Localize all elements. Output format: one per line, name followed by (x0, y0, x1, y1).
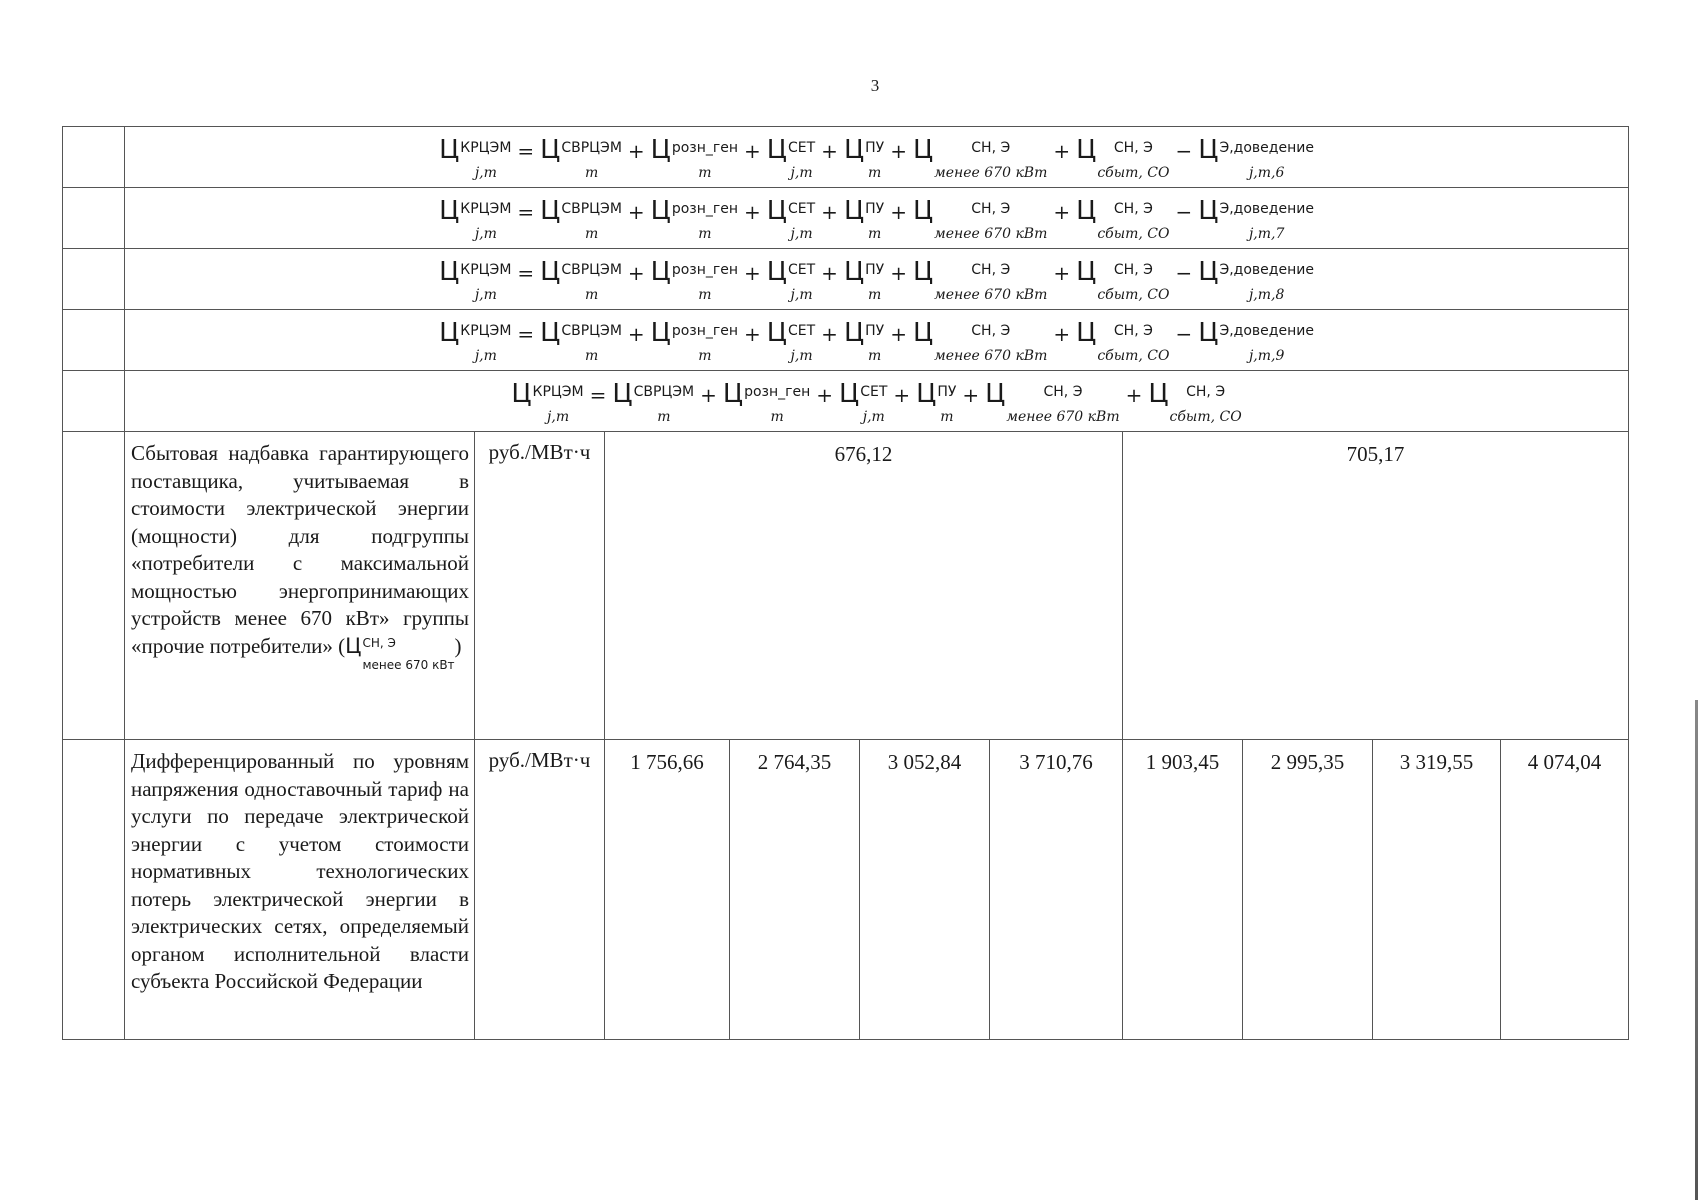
formula-superscript: розн_ген (744, 384, 811, 401)
formula-subscript: m (584, 348, 599, 364)
formula-superscript: Э,доведение (1219, 201, 1314, 218)
formula-term (540, 257, 622, 303)
formula (439, 196, 1314, 242)
formula-operator: + (627, 200, 645, 225)
formula-superscript: СН, Э (971, 140, 1011, 157)
formula-operator: + (627, 261, 645, 286)
formula-symbol: Ц (1198, 196, 1219, 227)
formula-subscript: j,m (790, 226, 813, 242)
tariff-value: 2 995,35 (1243, 740, 1373, 1040)
formula-superscript: ПУ (865, 201, 885, 218)
formula-cell (125, 249, 1629, 310)
formula-term (766, 318, 816, 364)
formula-subscript: j,m (790, 287, 813, 303)
tariff-value: 1 756,66 (605, 740, 730, 1040)
formula-subscript: j,m,6 (1248, 165, 1285, 181)
formula-symbol: Ц (985, 379, 1006, 410)
formula-subscript: j,m (474, 287, 497, 303)
formula-symbol: Ц (843, 318, 865, 349)
formula-symbol: Ц (1198, 135, 1219, 166)
formula-symbol: Ц (540, 257, 561, 288)
markup-row (63, 432, 1629, 740)
tariff-value: 4 074,04 (1501, 740, 1629, 1040)
formula-superscript: ПУ (865, 140, 885, 157)
formula-subscript: m (940, 409, 954, 425)
tariff-value: 3 319,55 (1373, 740, 1501, 1040)
markup-unit: руб./МВт·ч (475, 432, 605, 740)
formula-operator: + (1053, 261, 1071, 286)
formula-superscript: розн_ген (671, 140, 739, 157)
formula-row (63, 188, 1629, 249)
formula-symbol: Ц (540, 135, 561, 166)
formula-operator: + (890, 322, 907, 347)
formula-superscript: ПУ (865, 323, 885, 340)
formula-operator: + (627, 139, 645, 164)
formula-subscript: m (868, 348, 882, 364)
formula-subscript: менее 670 кВт (934, 287, 1048, 303)
formula-operator: − (1175, 139, 1193, 164)
formula-term (439, 196, 512, 242)
formula-term (511, 379, 584, 425)
formula-symbol: Ц (1076, 257, 1097, 288)
page-number: 3 (870, 76, 880, 95)
formula-operator: + (962, 383, 980, 408)
formula-term (439, 135, 512, 181)
formula-term (540, 196, 622, 242)
formula-symbol: Ц (916, 379, 937, 410)
formula-symbol: Ц (722, 379, 744, 410)
formula-operator: + (700, 383, 717, 408)
formula-symbol: Ц (650, 257, 671, 288)
row-stub (63, 432, 125, 740)
formula-superscript: Э,доведение (1219, 140, 1314, 157)
formula-superscript: СЕТ (860, 384, 888, 401)
formula-superscript: розн_ген (671, 262, 739, 279)
formula-superscript: СВРЦЭМ (561, 323, 622, 340)
formula-symbol: Ц (650, 196, 671, 227)
formula-subscript: m (868, 165, 882, 181)
formula-symbol: Ц (1198, 318, 1219, 349)
formula-term (650, 135, 739, 181)
formula-symbol: Ц (766, 196, 787, 227)
formula-superscript: СН, Э (1043, 384, 1083, 401)
formula-operator: + (821, 261, 838, 286)
formula-operator: + (890, 139, 907, 164)
formula-term (1198, 196, 1314, 242)
formula-subscript: j,m,8 (1248, 287, 1285, 303)
formula-operator: + (744, 139, 761, 164)
formula-superscript: розн_ген (671, 323, 739, 340)
formula-superscript: Э,доведение (1219, 262, 1314, 279)
markup-value-period-1: 676,12 (605, 432, 1123, 740)
formula-term (839, 379, 888, 425)
formula-superscript: СН, Э (971, 323, 1011, 340)
formula-subscript: m (770, 409, 784, 425)
tariff-value: 3 052,84 (860, 740, 990, 1040)
formula-subscript: j,m,7 (1248, 226, 1285, 242)
formula-term (766, 257, 816, 303)
formula-term (912, 135, 1048, 181)
row-stub (63, 249, 125, 310)
formula-symbol: Ц (540, 196, 561, 227)
row-stub (63, 310, 125, 371)
formula-subscript: сбыт, СО (1097, 226, 1170, 242)
formula-subscript: m (698, 165, 712, 181)
formula-row (63, 249, 1629, 310)
formula-term (843, 257, 885, 303)
formula-superscript: СВРЦЭМ (633, 384, 695, 401)
formula-term (912, 318, 1048, 364)
formula-subscript: менее 670 кВт (934, 348, 1048, 364)
formula-row (63, 310, 1629, 371)
formula-term (843, 318, 885, 364)
formula-cell (125, 310, 1629, 371)
formula-symbol: Ц (511, 379, 532, 410)
formula-symbol: Ц (766, 135, 787, 166)
formula-superscript: КРЦЭМ (460, 140, 512, 157)
markup-description (125, 432, 475, 740)
formula-superscript: СН, Э (971, 201, 1011, 218)
tariff-value: 3 710,76 (990, 740, 1123, 1040)
formula (439, 257, 1314, 303)
formula-term (439, 257, 512, 303)
row-stub (63, 188, 125, 249)
formula-row (63, 127, 1629, 188)
formula (439, 135, 1314, 181)
formula-operator: + (1053, 139, 1071, 164)
formula-subscript: j,m (474, 165, 497, 181)
formula-subscript: m (868, 287, 882, 303)
formula-symbol: Ц (650, 135, 671, 166)
formula-subscript: сбыт, СО (1097, 287, 1170, 303)
formula-term (1198, 318, 1314, 364)
formula-symbol: Ц (912, 196, 934, 227)
data-rows (63, 432, 1629, 1040)
formula-superscript: КРЦЭМ (532, 384, 584, 401)
formula-term (766, 135, 816, 181)
formula-subscript: m (698, 348, 712, 364)
formula-operator: + (890, 200, 907, 225)
formula-symbol: Ц (612, 379, 633, 410)
formula-operator: + (893, 383, 911, 408)
markup-description-end: ) (454, 633, 462, 658)
formula-superscript: СН, Э (1186, 384, 1226, 401)
formula-symbol: Ц (843, 257, 865, 288)
tariff-description: Дифференцированный по уровням напряжения одноставочный тариф на услуги по передаче электрической энергии с учетом стоимости нормативных технологических потерь электрической энергии в электрических сетях, определяемый органом исполнительной власти субъекта Российской Федерации (125, 740, 475, 1040)
formula-superscript: СН, Э (1113, 201, 1153, 218)
formula-operator: + (1053, 200, 1071, 225)
formula-cell (125, 188, 1629, 249)
formula-superscript: КРЦЭМ (460, 262, 512, 279)
formula-subscript: m (584, 226, 599, 242)
formula-term (1148, 379, 1242, 425)
formula-operator: + (1125, 383, 1143, 408)
tariff-table (62, 126, 1629, 1040)
formula-subscript: менее 670 кВт (362, 658, 455, 673)
formula-subscript: m (657, 409, 671, 425)
formula-subscript: j,m (474, 348, 497, 364)
formula-superscript: розн_ген (671, 201, 739, 218)
formula-subscript: m (584, 165, 599, 181)
formula-superscript: СЕТ (787, 201, 816, 218)
formula-symbol: Ц (650, 318, 671, 349)
formula-subscript: менее 670 кВт (934, 165, 1048, 181)
formula-superscript: ПУ (937, 384, 957, 401)
formula-superscript: СН, Э (971, 262, 1011, 279)
markup-inline-formula (345, 633, 455, 673)
formula-term (1076, 135, 1170, 181)
formula-superscript: СЕТ (787, 262, 816, 279)
formula-subscript: j,m (790, 348, 813, 364)
formula-operator: = (517, 322, 535, 347)
markup-description-text: Сбытовая надбавка гарантирующего поставщика, учитываемая в стоимости электрической энергии (мощности) для подгруппы «потребители с максимальной мощностью энергопринимающих устройств менее 670 кВт» группы «прочие потребители» ( (131, 441, 469, 658)
formula-superscript: СЕТ (787, 140, 816, 157)
formula-subscript: сбыт, СО (1097, 348, 1170, 364)
formula-subscript: менее 670 кВт (1006, 409, 1120, 425)
formula-cell (125, 127, 1629, 188)
formula-symbol: Ц (1076, 318, 1097, 349)
formula-subscript: m (698, 226, 712, 242)
formula-term (912, 196, 1048, 242)
formula-symbol: Ц (439, 257, 460, 288)
formula-subscript: j,m (474, 226, 497, 242)
formula-symbol: Ц (1198, 257, 1219, 288)
formula-superscript: СВРЦЭМ (561, 201, 622, 218)
formula-operator: + (744, 322, 761, 347)
formula-term (1076, 196, 1170, 242)
formula-term (985, 379, 1120, 425)
formula-subscript: менее 670 кВт (934, 226, 1048, 242)
formula-symbol: Ц (439, 318, 460, 349)
formula-superscript: СН, Э (1113, 262, 1153, 279)
formula-operator: = (517, 139, 535, 164)
formula-superscript: КРЦЭМ (460, 323, 512, 340)
formula-symbol: Ц (766, 257, 787, 288)
formula-superscript: СВРЦЭМ (561, 262, 622, 279)
formula-subscript: j,m (862, 409, 885, 425)
formula-operator: = (517, 200, 535, 225)
formula-symbol: Ц (766, 318, 787, 349)
formula-cell (125, 371, 1629, 432)
formula-term (650, 196, 739, 242)
formula-term (540, 135, 622, 181)
formula-operator: + (744, 261, 761, 286)
formula-subscript: j,m,9 (1248, 348, 1285, 364)
formula-subscript: m (868, 226, 882, 242)
row-stub (63, 127, 125, 188)
formula-symbol: Ц (439, 135, 460, 166)
formula-operator: + (1053, 322, 1071, 347)
formula-symbol: Ц (843, 135, 865, 166)
formula-subscript: m (698, 287, 712, 303)
formula-operator: + (627, 322, 645, 347)
tariff-value: 1 903,45 (1123, 740, 1243, 1040)
formula-superscript: СН, Э (1113, 323, 1153, 340)
formula-term (766, 196, 816, 242)
formula-rows (63, 127, 1629, 432)
formula-superscript: ПУ (865, 262, 885, 279)
formula-term (439, 318, 512, 364)
formula-term (612, 379, 695, 425)
formula-subscript: j,m (547, 409, 570, 425)
formula-operator: + (744, 200, 761, 225)
formula-superscript: КРЦЭМ (460, 201, 512, 218)
formula-symbol: Ц (1076, 135, 1097, 166)
formula-symbol: Ц (839, 379, 860, 410)
formula-term (650, 257, 739, 303)
formula-symbol: Ц (345, 633, 362, 658)
row-stub (63, 740, 125, 1040)
formula (511, 379, 1242, 425)
formula-term (916, 379, 957, 425)
formula-superscript: Э,доведение (1219, 323, 1314, 340)
formula-superscript: СН, Э (1113, 140, 1153, 157)
formula-term (1198, 135, 1314, 181)
formula-symbol: Ц (540, 318, 561, 349)
markup-value-period-2: 705,17 (1123, 432, 1629, 740)
formula-symbol: Ц (843, 196, 865, 227)
formula-symbol: Ц (912, 257, 934, 288)
formula-subscript: сбыт, СО (1097, 165, 1170, 181)
formula-term (1076, 318, 1170, 364)
formula-subscript: m (584, 287, 599, 303)
formula-term (540, 318, 622, 364)
formula-operator: − (1175, 322, 1193, 347)
formula-term (1198, 257, 1314, 303)
formula-operator: + (821, 200, 838, 225)
formula-operator: + (821, 139, 838, 164)
formula-term (722, 379, 811, 425)
formula-symbol: Ц (439, 196, 460, 227)
formula-symbol: Ц (1148, 379, 1169, 410)
formula-row (63, 371, 1629, 432)
formula-symbol: Ц (912, 318, 934, 349)
formula-symbol: Ц (1076, 196, 1097, 227)
tariff-unit: руб./МВт·ч (475, 740, 605, 1040)
tariff-row (63, 740, 1629, 1040)
formula-superscript: СЕТ (787, 323, 816, 340)
formula-operator: = (517, 261, 535, 286)
row-stub (63, 371, 125, 432)
formula-operator: + (821, 322, 838, 347)
formula-operator: + (890, 261, 907, 286)
formula-operator: − (1175, 200, 1193, 225)
formula-superscript: СВРЦЭМ (561, 140, 622, 157)
formula (439, 318, 1314, 364)
formula-subscript: j,m (790, 165, 813, 181)
formula-operator: − (1175, 261, 1193, 286)
formula-term (912, 257, 1048, 303)
formula-superscript: СН, Э (362, 635, 396, 650)
formula-term (650, 318, 739, 364)
formula-operator: + (816, 383, 834, 408)
formula-subscript: сбыт, СО (1169, 409, 1242, 425)
tariff-value: 2 764,35 (730, 740, 860, 1040)
formula-term (843, 196, 885, 242)
formula-operator: = (589, 383, 607, 408)
formula-term (1076, 257, 1170, 303)
formula-term (843, 135, 885, 181)
formula-symbol: Ц (912, 135, 934, 166)
